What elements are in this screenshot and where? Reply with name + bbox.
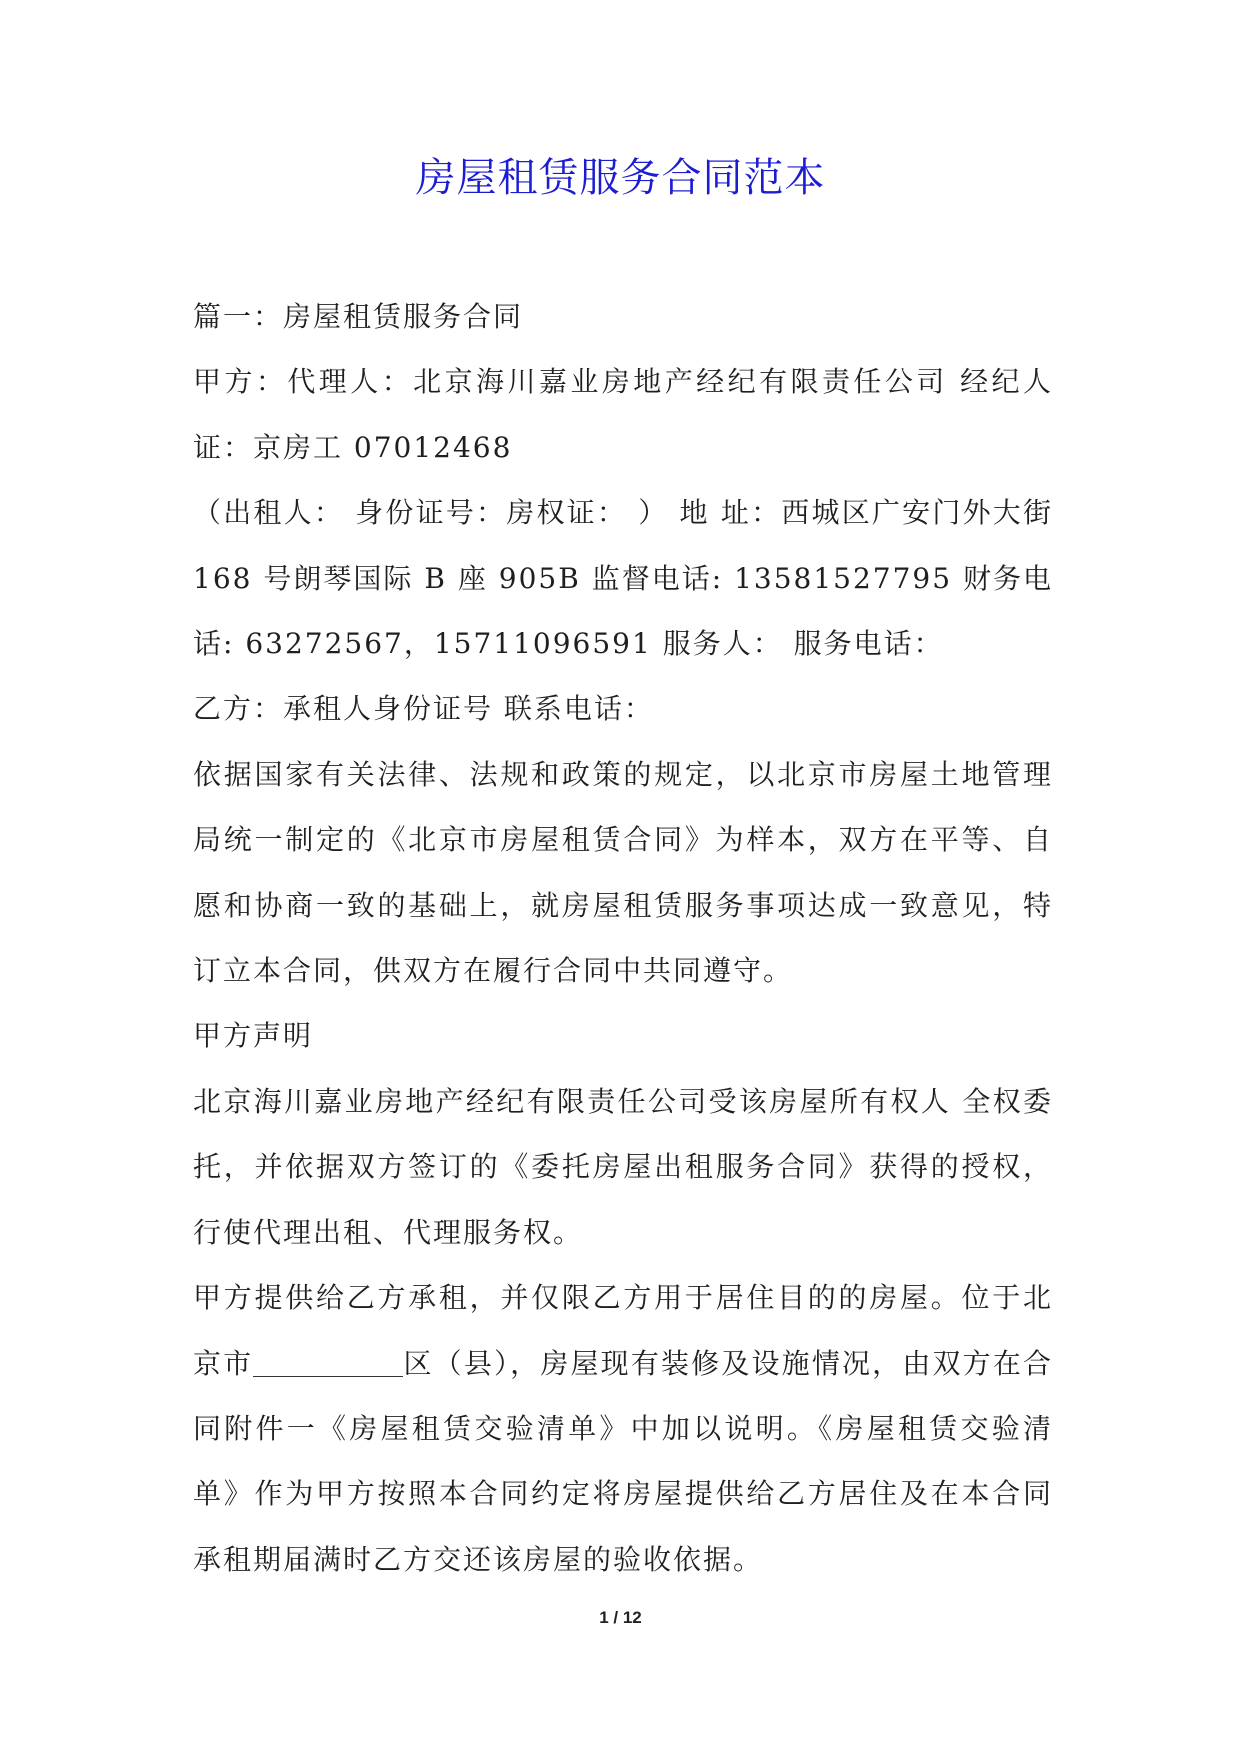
- district-blank-line: [253, 1348, 403, 1377]
- party-a-statement-heading: 甲方声明: [193, 1019, 314, 1053]
- lessor-info-paragraph: （出租人： 身份证号：房权证： ） 地 址：西城区广安门外大街 168 号朗琴国际 B 座 905B 监督电话: 13581527795 财务电话: 63272567，15711096591 服务人： 服务电话：: [193, 496, 1053, 661]
- basis-paragraph: 依据国家有关法律、法规和政策的规定，以北京市房屋土地管理局统一制定的《北京市房屋租赁合同》为样本，双方在平等、自愿和协商一致的基础上，就房屋租赁服务事项达成一致意见，特订立本合同，供双方在履行合同中共同遵守。: [193, 757, 1053, 988]
- authorization-paragraph: 北京海川嘉业房地产经纪有限责任公司受该房屋所有权人 全权委托，并依据双方签订的《委托房屋出租服务合同》获得的授权，行使代理出租、代理服务权。: [193, 1084, 1053, 1249]
- party-b-paragraph: 乙方：承租人身份证号 联系电话：: [193, 692, 654, 726]
- lease-text-after-blank: 区（县），房屋现有装修及设施情况，由双方在合同附件一《房屋租赁交验清单》中加以说明。《房屋租赁交验清单》作为甲方按照本合同约定将房屋提供给乙方居住及在本合同承租期届满时乙方交还该房屋的验收依据。: [193, 1346, 1053, 1576]
- document-title: 房屋租赁服务合同范本: [415, 155, 826, 201]
- page-number: 1 / 12: [599, 1608, 642, 1627]
- lease-text-before-blank: 甲方提供给乙方承租，并仅限乙方用于居住目的的房屋。位于北京市: [193, 1281, 1053, 1380]
- document-body: [193, 284, 1053, 1592]
- lease-property-paragraph: [193, 1265, 1053, 1592]
- section-heading: 篇一：房屋租赁服务合同: [193, 300, 524, 333]
- party-a-paragraph: 甲方：代理人：北京海川嘉业房地产经纪有限责任公司 经纪人证：京房工 07012468: [193, 365, 1053, 464]
